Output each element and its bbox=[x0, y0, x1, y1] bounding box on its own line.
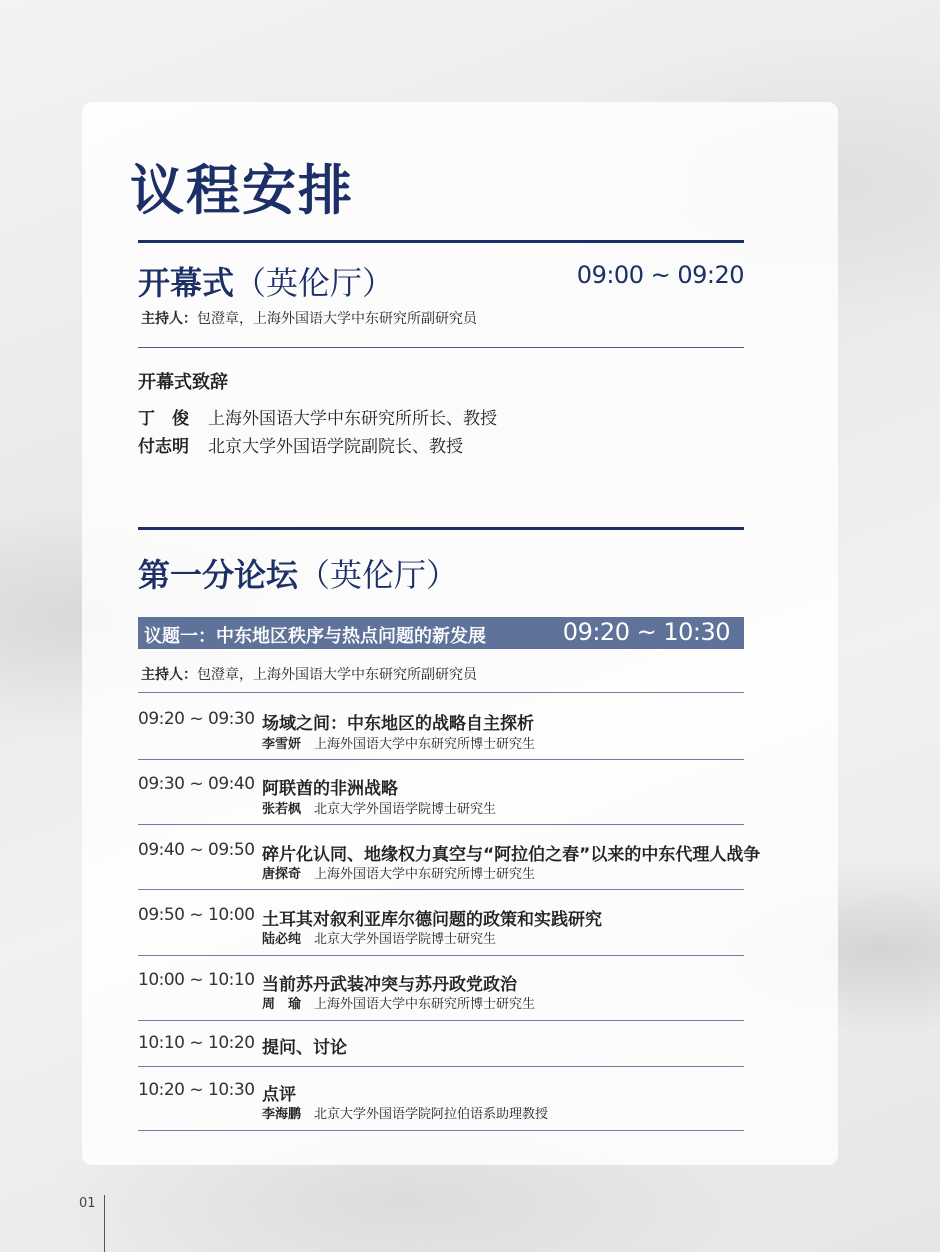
row-divider bbox=[138, 889, 744, 890]
row-divider bbox=[138, 692, 744, 693]
speaker-name: 唐探奇 bbox=[262, 867, 302, 882]
row-divider bbox=[138, 1020, 744, 1021]
speaker-name: 周 瑜 bbox=[262, 997, 302, 1012]
session-title: 当前苏丹武装冲突与苏丹政党政治 bbox=[262, 975, 517, 995]
session-title: 阿联酋的非洲战略 bbox=[262, 779, 398, 799]
opening-divider bbox=[138, 347, 744, 348]
session-speaker bbox=[262, 928, 496, 947]
session-title: 点评 bbox=[262, 1085, 296, 1105]
session-speaker bbox=[262, 863, 535, 882]
session-time: 09:40 ~ 09:50 bbox=[138, 840, 255, 860]
opening-host-label: 主持人： bbox=[141, 311, 197, 327]
opening-speaker-role: 北京大学外国语学院副院长、教授 bbox=[208, 437, 463, 457]
forum1-title-text: 第一分论坛 bbox=[138, 556, 299, 594]
row-divider bbox=[138, 955, 744, 956]
opening-speaker-row bbox=[138, 432, 463, 457]
page-number: 01 bbox=[79, 1196, 96, 1211]
session-title: 土耳其对叙利亚库尔德问题的政策和实践研究 bbox=[262, 910, 602, 930]
session-title: 提问、讨论 bbox=[262, 1038, 347, 1058]
opening-time: 09:00 ~ 09:20 bbox=[576, 261, 744, 289]
session-title: 碎片化认同、地缘权力真空与“阿拉伯之春”以来的中东代理人战争 bbox=[262, 845, 761, 865]
session-speaker bbox=[262, 733, 535, 752]
opening-top-rule bbox=[138, 240, 744, 243]
forum1-venue: （英伦厅） bbox=[298, 556, 459, 594]
opening-speaker-name: 付志明 bbox=[138, 437, 189, 457]
speaker-affiliation: 北京大学外国语学院阿拉伯语系助理教授 bbox=[314, 1107, 549, 1122]
opening-title bbox=[138, 258, 394, 304]
forum1-host bbox=[141, 664, 477, 684]
row-divider bbox=[138, 1130, 744, 1131]
topic-bar bbox=[138, 617, 744, 649]
session-time: 10:10 ~ 10:20 bbox=[138, 1033, 255, 1053]
page-number-bar bbox=[104, 1195, 105, 1252]
session-title: 场域之间：中东地区的战略自主探析 bbox=[262, 714, 534, 734]
session-time: 09:30 ~ 09:40 bbox=[138, 774, 255, 794]
session-time: 10:00 ~ 10:10 bbox=[138, 970, 255, 990]
forum1-host-value: 包澄章，上海外国语大学中东研究所副研究员 bbox=[197, 667, 477, 683]
speaker-name: 陆必纯 bbox=[262, 932, 302, 947]
speaker-name: 李海鹏 bbox=[262, 1107, 302, 1122]
topic-time: 09:20 ~ 10:30 bbox=[562, 618, 730, 646]
session-time: 10:20 ~ 10:30 bbox=[138, 1080, 255, 1100]
session-time: 09:20 ~ 09:30 bbox=[138, 709, 255, 729]
speaker-affiliation: 北京大学外国语学院博士研究生 bbox=[314, 932, 497, 947]
opening-speeches-head: 开幕式致辞 bbox=[138, 372, 228, 393]
speaker-affiliation: 上海外国语大学中东研究所博士研究生 bbox=[314, 867, 536, 882]
opening-speaker-name: 丁 俊 bbox=[138, 409, 189, 429]
opening-speaker-row bbox=[138, 404, 497, 429]
speaker-affiliation: 北京大学外国语学院博士研究生 bbox=[314, 802, 497, 817]
opening-host bbox=[141, 308, 477, 328]
speaker-affiliation: 上海外国语大学中东研究所博士研究生 bbox=[314, 737, 536, 752]
opening-venue: （英伦厅） bbox=[234, 264, 395, 302]
forum1-top-rule bbox=[138, 527, 744, 530]
session-speaker bbox=[262, 798, 496, 817]
session-speaker bbox=[262, 993, 535, 1012]
speaker-name: 李雪妍 bbox=[262, 737, 302, 752]
forum1-title bbox=[138, 550, 458, 596]
session-time: 09:50 ~ 10:00 bbox=[138, 905, 255, 925]
row-divider bbox=[138, 1066, 744, 1067]
opening-speaker-role: 上海外国语大学中东研究所所长、教授 bbox=[208, 409, 497, 429]
forum1-host-label: 主持人： bbox=[141, 667, 197, 683]
opening-host-value: 包澄章，上海外国语大学中东研究所副研究员 bbox=[197, 311, 477, 327]
opening-title-text: 开幕式 bbox=[138, 264, 235, 302]
row-divider bbox=[138, 759, 744, 760]
topic-label: 议题一：中东地区秩序与热点问题的新发展 bbox=[144, 626, 486, 647]
page-title: 议程安排 bbox=[130, 158, 354, 222]
speaker-name: 张若枫 bbox=[262, 802, 302, 817]
speaker-affiliation: 上海外国语大学中东研究所博士研究生 bbox=[314, 997, 536, 1012]
row-divider bbox=[138, 824, 744, 825]
session-speaker bbox=[262, 1103, 548, 1122]
